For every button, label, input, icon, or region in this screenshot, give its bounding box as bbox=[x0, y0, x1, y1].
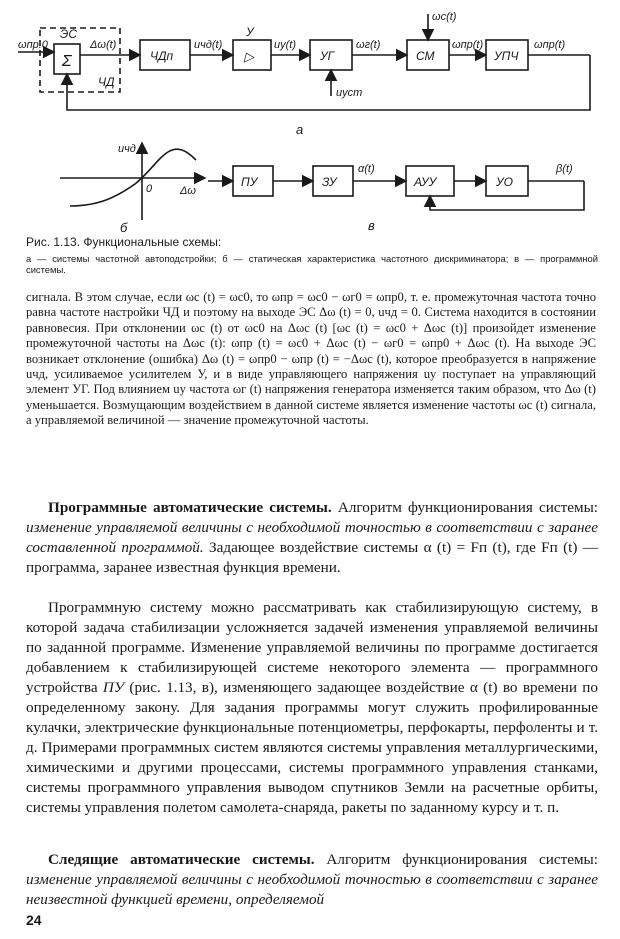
u-label: У bbox=[246, 25, 254, 39]
sigma-symbol: Σ bbox=[62, 53, 72, 70]
chdp-label: ЧДп bbox=[150, 49, 174, 63]
delta-omega-label: Δω(t) bbox=[90, 39, 117, 51]
section-text: Алгоритм функционирования системы: bbox=[331, 499, 598, 516]
page-number: 24 bbox=[26, 912, 42, 928]
omega-pr-label: ωпр(t) bbox=[452, 39, 484, 51]
paragraph-text: Программную систему можно рассматривать как стабилизирующую систему, в которой задача стабилизации усложняется задачей изменения управляемой величины по заданной программе. Изменение управляемой величины по программе достигается добавлением к стабилизирующей системе некоторого элемента — программного устройства bbox=[26, 599, 598, 696]
u-y-label: uу(t) bbox=[274, 39, 296, 51]
uo-label: УО bbox=[496, 175, 514, 189]
auu-label: АУУ bbox=[414, 175, 437, 189]
u-ust-label: uуст bbox=[336, 87, 363, 99]
section-text: Алгоритм функционирования системы: bbox=[314, 851, 598, 868]
section-heading: Следящие автоматические системы. bbox=[48, 851, 315, 868]
functional-diagrams-figure bbox=[0, 0, 620, 240]
diagram-b-letter: б bbox=[120, 220, 128, 235]
figure-legend: а — системы частотной автоподстройки; б — статическая характеристика частотного дискриминатора; в — программной системы. bbox=[26, 253, 598, 275]
paragraph-text: (рис. 1.13, в), изменяющего задающее воздействие α (t) во времени по определенному закону. Для задания программы могут служить профилированные кулачки, электрические функциональные потенциометры, перфокарты, перфоленты и т. д. Примерами программных систем являются системы управления металлургическими, химическими и другими процессами, системы программного управления станками, системы программного управления выводом спутников Земли на расчетные орбиты, системы управления полетом самолета-снаряда, ракеты по заданному курсу и т. п. bbox=[26, 679, 598, 816]
omega-pr0-label: ωпр.0 bbox=[18, 39, 48, 51]
section-italic: изменение управляемой величины с необходимой точностью в соответствии с заранее составленной программой. bbox=[26, 519, 598, 556]
paragraph-program-system bbox=[26, 598, 598, 818]
omega-pr-output-label: ωпр(t) bbox=[534, 39, 566, 51]
pu-label: ПУ bbox=[241, 175, 258, 189]
diagram-a-letter: a bbox=[296, 122, 304, 137]
upch-label: УПЧ bbox=[494, 49, 519, 63]
omega-c-label: ωс(t) bbox=[432, 11, 457, 23]
beta-label: β(t) bbox=[556, 163, 573, 175]
u-chd-label: uчд(t) bbox=[194, 39, 223, 51]
u-chd-axis-label: uчд bbox=[118, 143, 136, 155]
omega-g-label: ωг(t) bbox=[356, 39, 381, 51]
chd-dashed-label: ЧД bbox=[98, 75, 115, 89]
diagram-v-letter: в bbox=[368, 218, 375, 233]
paragraph-italic: ПУ bbox=[102, 679, 125, 696]
origin-label: 0 bbox=[146, 183, 153, 195]
section-text: Задающее воздействие системы α (t) = Fп (t), где Fп (t) — программа, заранее известная функция времени. bbox=[26, 539, 598, 576]
figure-caption: Рис. 1.13. Функциональные схемы: bbox=[26, 235, 222, 249]
paragraph-small: сигнала. В этом случае, если ωс (t) = ωс0, то ωпр = ωс0 − ωг0 = ωпр0, т. е. промежуточная частота точно равна частоте настройки ЧД и поэтому на выходе ЭС Δω (t) = 0, uчд = 0. Система находится в состоянии равновесия. При отклонении ωс (t) от ωс0 на Δωс (t) [ωс (t) = ωс0 + Δωс (t)] произойдет изменение промежуточной частоты на Δωс (t): ωпр (t) = ωс0 + Δωс (t) − ωг0 = ωпр0 + Δωс (t). На выходе ЭС возникает отклонение (ошибка) Δω (t) = ωпр0 − ωпр (t) = −Δωс (t), которое преобразуется в напряжение uчд, усиливаемое усилителем У, и в виде управляющего напряжения uу поступает на управляющий элемент УГ. Под влиянием uу частота ωг (t) напряжения генератора изменяется таким образом, что Δω (t) уменьшается. Возмущающим воздействием в данной системе является изменение частоты ωс (t) сигнала, а управляемой величиной — значение промежуточной частоты. bbox=[26, 290, 596, 428]
amplifier-icon: ▷ bbox=[244, 49, 254, 64]
section-programmed-systems bbox=[26, 498, 598, 578]
section-tracking-systems bbox=[26, 850, 598, 910]
section-heading: Программные автоматические системы. bbox=[48, 499, 332, 516]
section-italic: изменение управляемой величины с необходимой точностью в соответствии с заранее неизвестной функцией времени, определяемой bbox=[26, 871, 598, 908]
delta-omega-axis-label: Δω bbox=[180, 185, 196, 197]
es-label: ЭС bbox=[60, 27, 77, 41]
zu-label: ЗУ bbox=[322, 175, 337, 189]
ug-label: УГ bbox=[320, 49, 335, 63]
alpha-label: α(t) bbox=[358, 163, 375, 175]
sm-label: СМ bbox=[416, 49, 435, 63]
